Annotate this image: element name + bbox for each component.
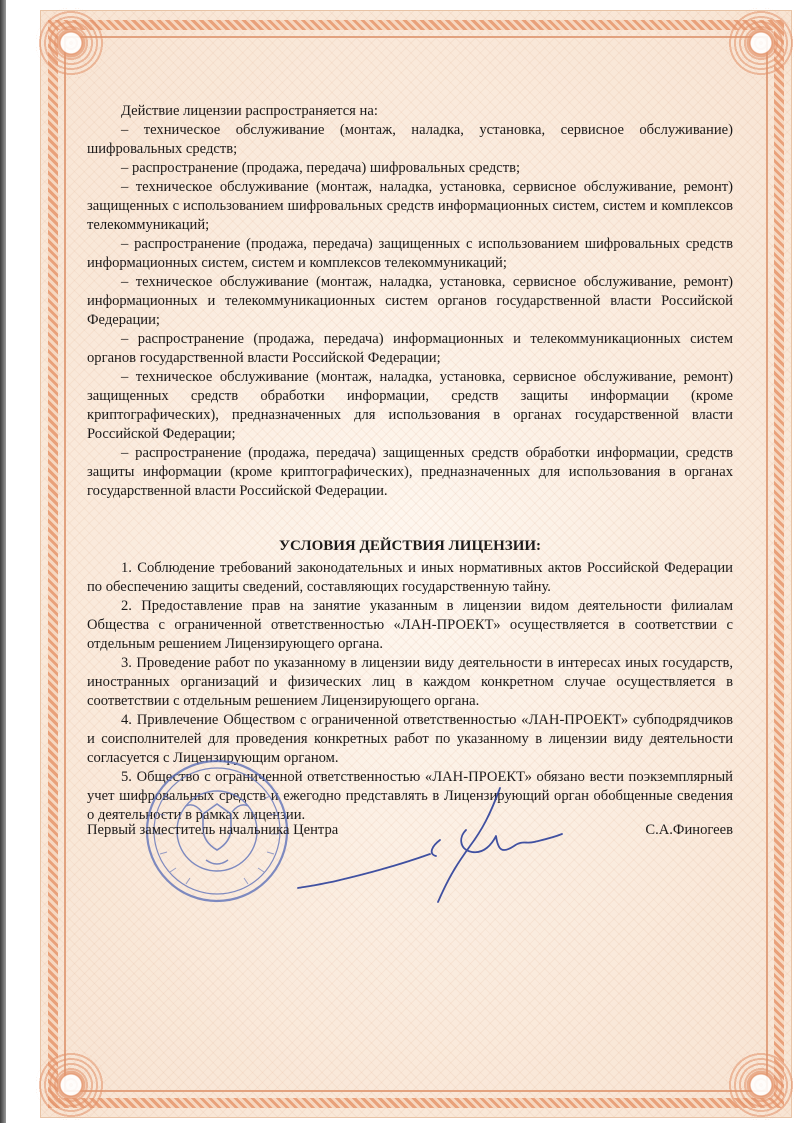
scope-item: – распространение (продажа, передача) шифровальных средств;	[121, 160, 521, 176]
condition-item: 5. Общество с ограниченной ответственностью «ЛАН-ПРОЕКТ» обязано вести поэкземплярный учет шифровальных средств и ежегодно представлять в Лицензирующий орган обобщенные сведения о деятельности в рамках лицензии.	[87, 769, 733, 823]
scan-edge	[0, 0, 6, 1123]
condition-item: 3. Проведение работ по указанному в лицензии виду деятельности в интересах иных государств, иностранных организаций и физических лиц в каждом конкретном случае осуществляется в соответствии с отдельным решением Лицензирующего органа.	[87, 655, 733, 709]
border-rosette-icon	[36, 8, 106, 78]
conditions-title: УСЛОВИЯ ДЕЙСТВИЯ ЛИЦЕНЗИИ:	[278, 538, 542, 554]
condition-item: 2. Предоставление прав на занятие указанным в лицензии видом деятельности филиалам Общества с ограниченной ответственностью «ЛАН-ПРОЕКТ» осуществляется в соответствии с отдельным решением Лицензирующего органа.	[87, 598, 733, 652]
condition-item: 1. Соблюдение требований законодательных и иных нормативных актов Российской Федерации по обеспечению защиты сведений, составляющих государственную тайну.	[87, 560, 733, 595]
scope-item: – распространение (продажа, передача) защищенных с использованием шифровальных средств информационных систем, систем и комплексов телекоммуникаций;	[87, 236, 733, 271]
scope-item: – техническое обслуживание (монтаж, наладка, установка, сервисное обслуживание, ремонт) защищенных с использованием шифровальных средств информационных систем, систем и комплексов телекоммуникаций;	[87, 179, 733, 233]
signatory-name: С.А.Финогеев	[645, 822, 733, 838]
scope-intro: Действие лицензии распространяется на:	[121, 103, 378, 119]
license-text	[87, 102, 733, 825]
signatory-title: Первый заместитель начальника Центра	[87, 822, 339, 838]
scope-item: – техническое обслуживание (монтаж, наладка, установка, сервисное обслуживание) шифровальных средств;	[87, 122, 733, 157]
scope-item: – распространение (продажа, передача) информационных и телекоммуникационных систем органов государственной власти Российской Федерации;	[87, 331, 733, 366]
condition-item: 4. Привлечение Обществом с ограниченной ответственностью «ЛАН-ПРОЕКТ» субподрядчиков и соисполнителей для проведения конкретных работ по указанному в лицензии виду деятельности согласуется с Лицензирующим органом.	[87, 712, 733, 766]
signature-icon	[290, 770, 580, 910]
border-rosette-icon	[726, 8, 794, 78]
border-rosette-icon	[726, 1050, 794, 1120]
scope-item: – техническое обслуживание (монтаж, наладка, установка, сервисное обслуживание, ремонт) информационных и телекоммуникационных систем органов государственной власти Российской Федерации;	[87, 274, 733, 328]
scope-item: – техническое обслуживание (монтаж, наладка, установка, сервисное обслуживание, ремонт) защищенных средств обработки информации, средств защиты информации (кроме криптографических), предназначенных для использования в органах государственной власти Российской Федерации;	[87, 369, 733, 442]
border-rosette-icon	[36, 1050, 106, 1120]
scope-item: – распространение (продажа, передача) защищенных средств обработки информации, средств защиты информации (кроме криптографических), предназначенных для использования в органах государственной власти Российской Федерации.	[87, 445, 733, 499]
